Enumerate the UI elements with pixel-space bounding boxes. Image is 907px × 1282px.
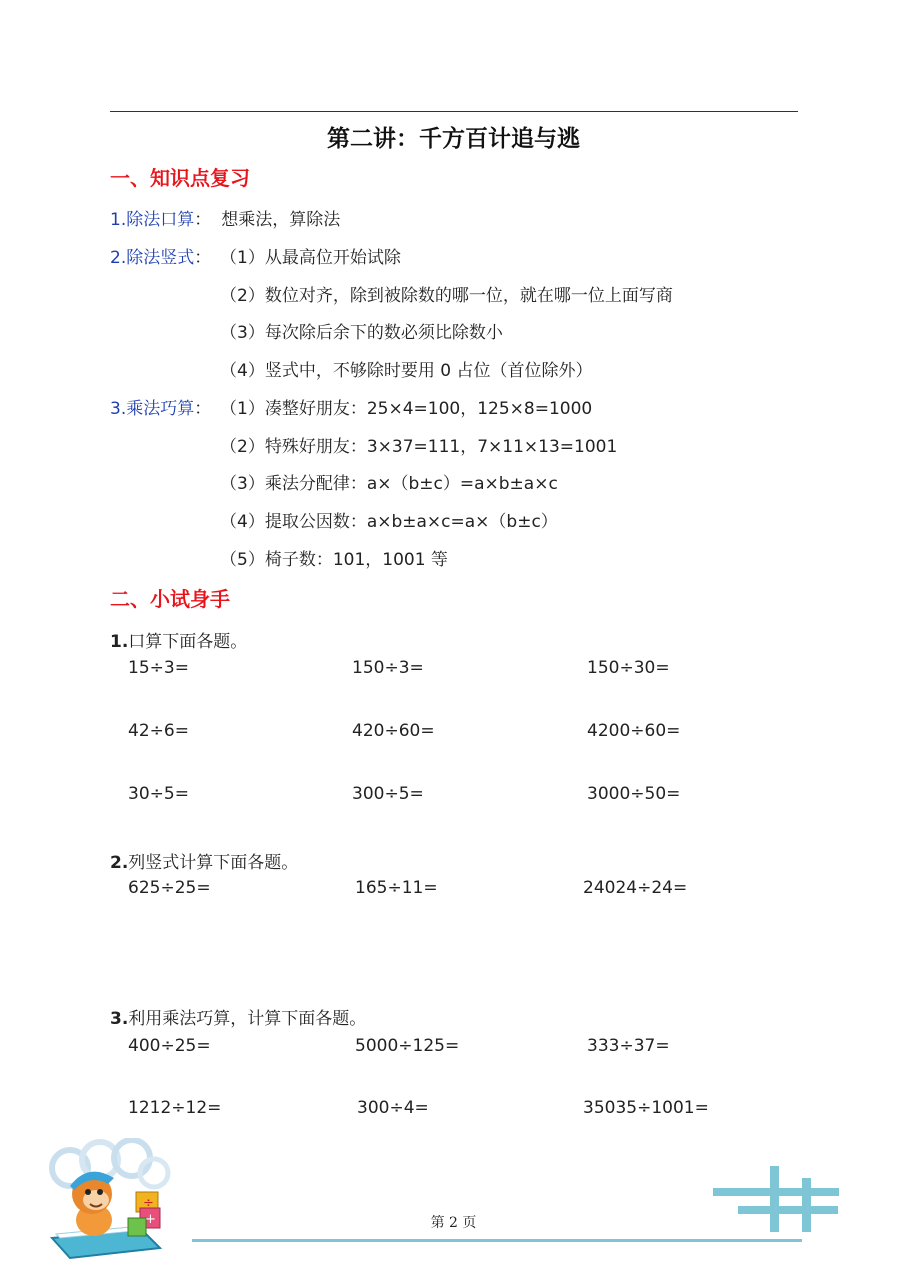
footer-rule bbox=[192, 1239, 802, 1242]
review-item-2-line-1: （1）从最高位开始试除 bbox=[220, 248, 401, 268]
problem-1-2: 150÷3= bbox=[352, 658, 424, 678]
problem-1-9: 3000÷50= bbox=[587, 784, 681, 804]
section-heading-review: 一、知识点复习 bbox=[110, 166, 250, 190]
problem-3-4: 1212÷12= bbox=[128, 1098, 222, 1118]
question-2-heading: 2.列竖式计算下面各题。 bbox=[110, 853, 299, 873]
review-item-2: 2.除法竖式： bbox=[110, 248, 212, 268]
problem-1-1: 15÷3= bbox=[128, 658, 189, 678]
review-item-3-line-1: （1）凑整好朋友：25×4=100，125×8=1000 bbox=[220, 399, 593, 419]
review-item-3-line-3: （3）乘法分配律：a×（b±c）=a×b±a×c bbox=[220, 474, 558, 494]
svg-text:÷: ÷ bbox=[143, 1196, 154, 1211]
review-item-2-line-3: （3）每次除后余下的数必须比除数小 bbox=[220, 323, 503, 343]
page-number: 第 2 页 bbox=[430, 1215, 477, 1231]
review-item-2-line-2: （2）数位对齐，除到被除数的哪一位，就在哪一位上面写商 bbox=[220, 286, 673, 306]
problem-3-3: 333÷37= bbox=[587, 1036, 670, 1056]
cartoon-monkey-icon bbox=[42, 1138, 192, 1266]
problem-1-6: 4200÷60= bbox=[587, 721, 681, 741]
question-3-heading: 3.利用乘法巧算，计算下面各题。 bbox=[110, 1009, 367, 1029]
problem-2-3: 24024÷24= bbox=[583, 878, 688, 898]
problem-2-1: 625÷25= bbox=[128, 878, 211, 898]
problem-1-5: 420÷60= bbox=[352, 721, 435, 741]
problem-1-3: 150÷30= bbox=[587, 658, 670, 678]
review-item-2-line-4: （4）竖式中，不够除时要用 0 占位（首位除外） bbox=[220, 361, 593, 381]
review-item-3-line-5: （5）椅子数：101，1001 等 bbox=[220, 550, 448, 570]
problem-3-2: 5000÷125= bbox=[355, 1036, 460, 1056]
review-item-3-line-2: （2）特殊好朋友：3×37=111，7×11×13=1001 bbox=[220, 437, 618, 457]
problem-3-5: 300÷4= bbox=[357, 1098, 429, 1118]
svg-text:+: + bbox=[145, 1212, 156, 1227]
grid-logo-icon bbox=[710, 1164, 842, 1236]
problem-3-6: 35035÷1001= bbox=[583, 1098, 709, 1118]
review-item-3: 3.乘法巧算： bbox=[110, 399, 212, 419]
review-item-3-line-4: （4）提取公因数：a×b±a×c=a×（b±c） bbox=[220, 512, 558, 532]
problem-1-7: 30÷5= bbox=[128, 784, 189, 804]
question-1-heading: 1.口算下面各题。 bbox=[110, 632, 248, 652]
problem-1-4: 42÷6= bbox=[128, 721, 189, 741]
problem-1-8: 300÷5= bbox=[352, 784, 424, 804]
header-rule bbox=[110, 111, 798, 112]
page-title: 第二讲：千方百计追与逃 bbox=[327, 126, 580, 152]
problem-3-1: 400÷25= bbox=[128, 1036, 211, 1056]
review-item-1: 1.除法口算： 想乘法，算除法 bbox=[110, 210, 341, 230]
section-heading-practice: 二、小试身手 bbox=[110, 587, 230, 611]
problem-2-2: 165÷11= bbox=[355, 878, 438, 898]
